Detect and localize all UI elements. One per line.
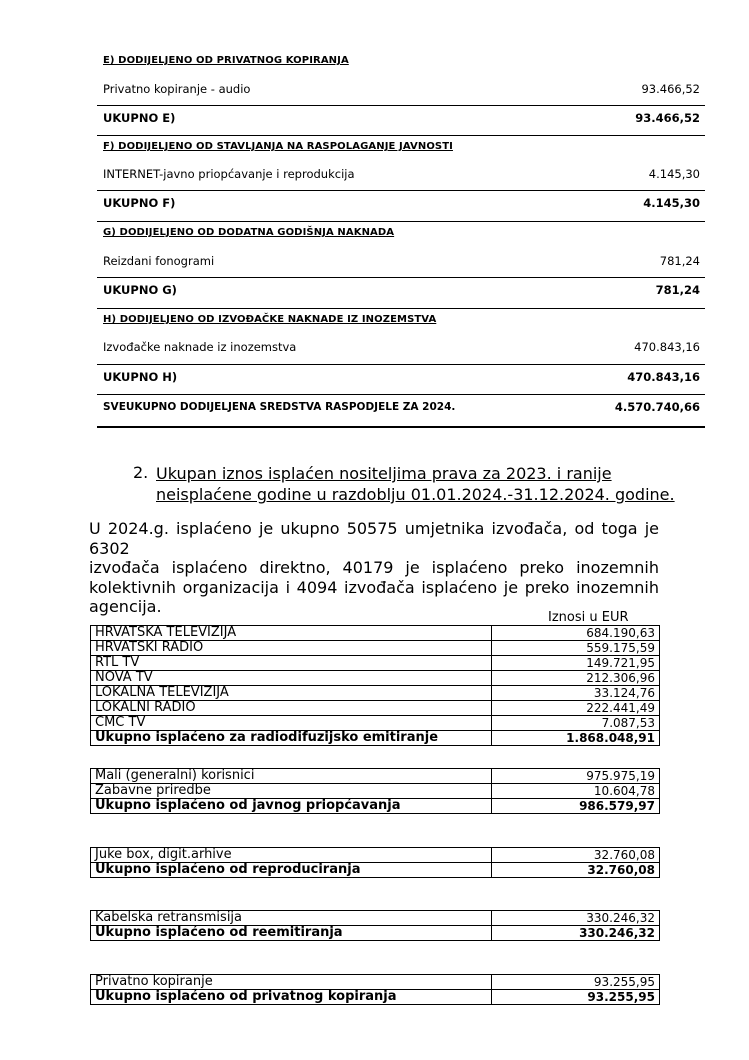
section-title-line: Ukupan iznos isplaćen nositeljima prava za 2023. i ranije (156, 464, 612, 483)
section-h-total-value: 470.843,16 (627, 370, 700, 384)
section-e-total-value: 93.466,52 (635, 111, 700, 125)
table-row (91, 686, 660, 701)
row-label: LOKALNI RADIO (91, 701, 492, 716)
paragraph-line: agencija. (89, 597, 162, 616)
section-e-row-label: Privatno kopiranje - audio (103, 82, 251, 96)
row-value: 222.441,49 (492, 701, 660, 716)
table-row (91, 769, 660, 784)
row-label: Privatno kopiranje (91, 975, 492, 990)
divider (97, 364, 705, 365)
section-g-row-value: 781,24 (659, 254, 700, 268)
divider (97, 105, 705, 106)
table-row (91, 656, 660, 671)
divider (97, 308, 705, 309)
row-label: RTL TV (91, 656, 492, 671)
divider (97, 221, 705, 222)
table-row (91, 716, 660, 731)
row-label: HRVATSKA TELEVIZIJA (91, 626, 492, 641)
table-row (91, 911, 660, 926)
table-row (91, 784, 660, 799)
row-value: 684.190,63 (492, 626, 660, 641)
table-row (91, 671, 660, 686)
section-number: 2. (133, 463, 149, 482)
paragraph-line: U 2024.g. isplaćeno je ukupno 50575 umjetnika izvođača, od toga je 6302 (89, 519, 659, 558)
row-label: Kabelska retransmisija (91, 911, 492, 926)
payout-table-retransmission (90, 910, 660, 941)
divider-thick (97, 426, 705, 428)
table-row (91, 701, 660, 716)
section-h-total-label: UKUPNO H) (103, 370, 178, 384)
total-label: Ukupno isplaćeno od privatnog kopiranja (91, 990, 492, 1005)
section-f-total-value: 4.145,30 (643, 196, 700, 210)
paragraph-line: kolektivnih organizacija i 4094 izvođača isplaćeno je preko inozemnih (89, 577, 659, 597)
total-value: 93.255,95 (492, 990, 660, 1005)
row-label: Mali (generalni) korisnici (91, 769, 492, 784)
table-row (91, 848, 660, 863)
row-label: NOVA TV (91, 671, 492, 686)
table-row (91, 975, 660, 990)
grand-total-label: SVEUKUPNO DODIJELJENA SREDSTVA RASPODJELE ZA 2024. (103, 401, 456, 413)
section-h-heading: H) DODIJELJENO OD IZVOĐAČKE NAKNADE IZ INOZEMSTVA (103, 314, 437, 325)
section-e-total-label: UKUPNO E) (103, 111, 176, 125)
row-value: 975.975,19 (492, 769, 660, 784)
divider (97, 135, 705, 136)
row-value: 93.255,95 (492, 975, 660, 990)
divider (97, 190, 705, 191)
amounts-header: Iznosi u EUR (548, 610, 629, 625)
payout-table-public-communication (90, 768, 660, 814)
row-label: CMC TV (91, 716, 492, 731)
payout-table-broadcasting (90, 625, 660, 746)
row-label: HRVATSKI RADIO (91, 641, 492, 656)
section-f-total-label: UKUPNO F) (103, 196, 176, 210)
section-e-row-value: 93.466,52 (641, 82, 700, 96)
row-value: 7.087,53 (492, 716, 660, 731)
total-label: Ukupno isplaćeno za radiodifuzijsko emitiranje (91, 731, 492, 746)
section-g-total-value: 781,24 (655, 283, 700, 297)
paragraph-line: izvođača isplaćeno direktno, 40179 je isplaćeno preko inozemnih (89, 558, 659, 577)
table-row (91, 626, 660, 641)
payout-table-private-copying (90, 974, 660, 1005)
total-value: 986.579,97 (492, 799, 660, 814)
section-f-heading: F) DODIJELJENO OD STAVLJANJA NA RASPOLAGANJE JAVNOSTI (103, 141, 453, 152)
divider (97, 277, 705, 278)
payout-table-reproduction (90, 847, 660, 878)
grand-total-value: 4.570.740,66 (614, 400, 700, 414)
row-value: 212.306,96 (492, 671, 660, 686)
divider (97, 394, 705, 395)
row-value: 559.175,59 (492, 641, 660, 656)
total-value: 32.760,08 (492, 863, 660, 878)
table-total-row (91, 990, 660, 1005)
section-f-row-value: 4.145,30 (648, 167, 700, 181)
table-total-row (91, 926, 660, 941)
total-value: 330.246,32 (492, 926, 660, 941)
row-label: LOKALNA TELEVIZIJA (91, 686, 492, 701)
row-value: 32.760,08 (492, 848, 660, 863)
section-g-heading: G) DODIJELJENO OD DODATNA GODIŠNJA NAKNADA (103, 227, 395, 238)
row-value: 330.246,32 (492, 911, 660, 926)
paragraph (89, 519, 659, 617)
table-total-row (91, 863, 660, 878)
section-h-row-label: Izvođačke naknade iz inozemstva (103, 340, 297, 354)
section-g-row-label: Reizdani fonogrami (103, 254, 215, 268)
section-g-total-label: UKUPNO G) (103, 283, 177, 297)
table-total-row (91, 799, 660, 814)
section-e-heading: E) DODIJELJENO OD PRIVATNOG KOPIRANJA (103, 55, 349, 66)
section-title-line: neisplaćene godine u razdoblju 01.01.2024.-31.12.2024. godine. (156, 485, 675, 504)
row-label: Zabavne priredbe (91, 784, 492, 799)
total-label: Ukupno isplaćeno od javnog priopćavanja (91, 799, 492, 814)
section-title (156, 463, 696, 505)
total-label: Ukupno isplaćeno od reemitiranja (91, 926, 492, 941)
total-label: Ukupno isplaćeno od reproduciranja (91, 863, 492, 878)
row-value: 10.604,78 (492, 784, 660, 799)
table-total-row (91, 731, 660, 746)
row-value: 149.721,95 (492, 656, 660, 671)
section-f-row-label: INTERNET-javno priopćavanje i reprodukcija (103, 167, 355, 181)
section-h-row-value: 470.843,16 (634, 340, 700, 354)
row-label: Juke box, digit.arhive (91, 848, 492, 863)
table-row (91, 641, 660, 656)
row-value: 33.124,76 (492, 686, 660, 701)
total-value: 1.868.048,91 (492, 731, 660, 746)
